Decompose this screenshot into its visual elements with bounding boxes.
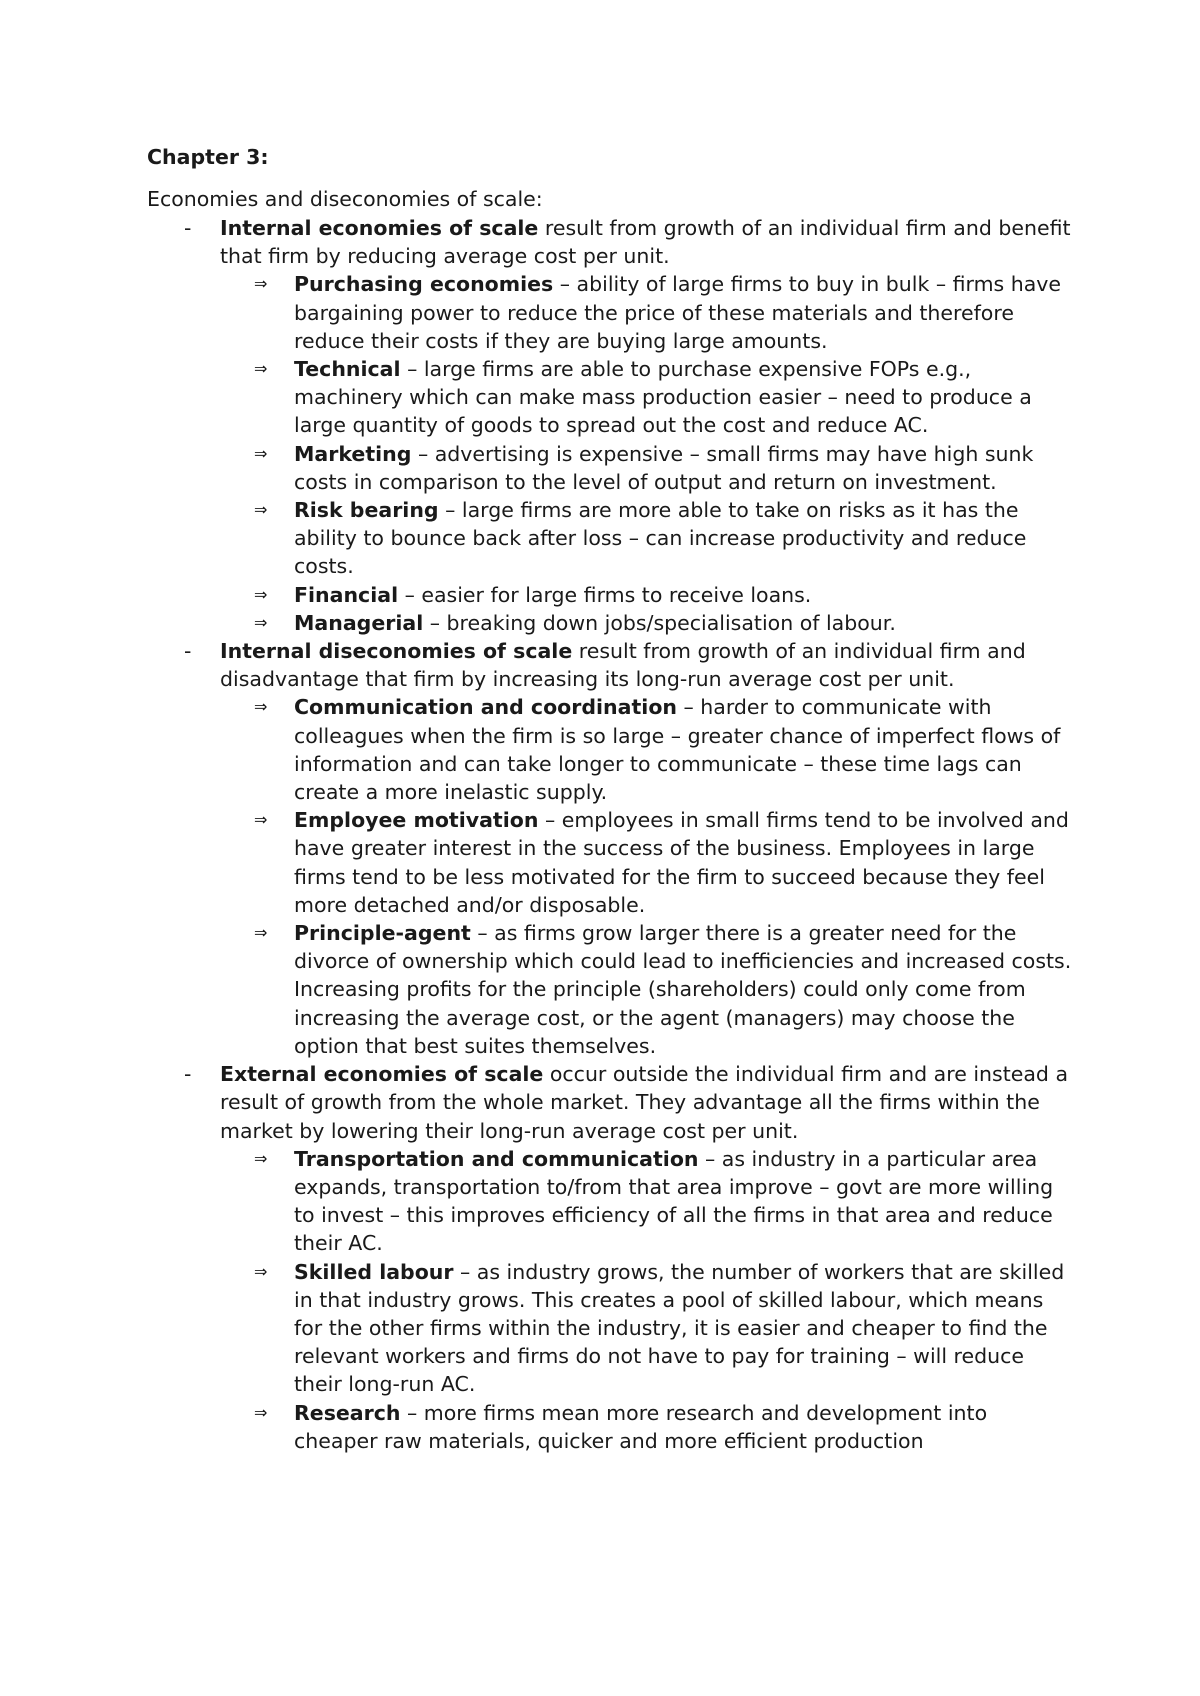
section-text: occur outside the individual firm and are instead a result of growth from the whole market. They advantage all the firms within the market by lowering their long-run average cost per unit. [220,1062,1069,1143]
list-item [220,1145,1077,1258]
list-item [220,919,1077,1060]
item-term: Principle-agent [294,921,471,946]
list-item [220,693,1077,806]
item-text: – easier for large firms to receive loans. [398,582,812,607]
item-text: – as firms grow larger there is a greater need for the divorce of ownership which could lead to inefficiencies and increased costs. Increasing profits for the principle (shareholders) could only come from increasing the average cost, or the agent (managers) may choose the option that best suites themselves. [294,921,1072,1058]
section-text: result from growth of an individual firm and benefit that firm by reducing average cost per unit. [220,216,1071,269]
sub-list [220,693,1077,1060]
list-item [220,270,1077,355]
double-arrow-icon: ⇒ [254,1402,268,1422]
item-term: Employee motivation [294,808,539,833]
chapter-title: Chapter 3: [147,145,269,169]
item-text: – large firms are more able to take on risks as it has the ability to bounce back after loss – can increase productivity and reduce costs. [294,498,1027,579]
item-term: Managerial [294,610,424,635]
document-page [147,142,1077,1455]
item-text: – harder to communicate with colleagues when the firm is so large – greater chance of imperfect flows of information and can take longer to communicate – these time lags can create a more inelastic supply. [294,695,1061,805]
section-heading [220,637,1077,693]
double-arrow-icon: ⇒ [254,697,268,717]
double-arrow-icon: ⇒ [254,359,268,379]
bullet-dash-icon: - [184,1062,192,1087]
section-2 [147,1060,1077,1455]
double-arrow-icon: ⇒ [254,612,268,632]
list-item [220,1258,1077,1399]
item-text: – as industry grows, the number of workers that are skilled in that industry grows. This creates a pool of skilled labour, which means for the other firms within the industry, it is easier and cheaper to find the relevant workers and firms do not have to pay for training – will reduce their long-run AC. [294,1259,1065,1397]
item-term: Skilled labour [294,1259,454,1284]
intro-line: Economies and diseconomies of scale: [147,187,543,211]
item-term: Technical [294,357,401,382]
double-arrow-icon: ⇒ [254,584,268,604]
section-term: Internal economies of scale [220,216,539,240]
sub-list [220,270,1077,637]
bullet-dash-icon: - [184,639,192,664]
item-term: Purchasing economies [294,272,554,297]
section-term: Internal diseconomies of scale [220,639,573,664]
list-item [220,1399,1077,1455]
sections-container [147,214,1077,1455]
list-item [220,440,1077,496]
item-term: Communication and coordination [294,695,677,720]
item-term: Marketing [294,441,412,466]
item-term: Transportation and communication [294,1146,699,1171]
double-arrow-icon: ⇒ [254,1148,268,1168]
list-item [220,355,1077,440]
item-term: Financial [294,582,399,607]
section-0 [147,214,1077,637]
list-item [220,806,1077,919]
bullet-dash-icon: - [184,216,192,240]
item-text: – as industry in a particular area expands, transportation to/from that area improve – govt are more willing to invest – this improves efficiency of all the firms in that area and reduce their AC. [294,1146,1054,1256]
section-1 [147,637,1077,1060]
list-item [220,581,1077,609]
list-item [220,496,1077,581]
item-term: Risk bearing [294,498,439,523]
section-term: External economies of scale [220,1062,544,1087]
double-arrow-icon: ⇒ [254,500,268,520]
double-arrow-icon: ⇒ [254,810,268,830]
item-text: – employees in small firms tend to be involved and have greater interest in the success of the business. Employees in large firms tend to be less motivated for the firm to succeed because they feel more detached and/or disposable. [294,808,1069,917]
sub-list [220,1145,1077,1455]
item-text: – large firms are able to purchase expensive FOPs e.g., machinery which can make mass production easier – need to produce a large quantity of goods to spread out the cost and reduce AC. [294,357,1032,438]
double-arrow-icon: ⇒ [254,923,268,943]
double-arrow-icon: ⇒ [254,274,268,294]
item-text: – ability of large firms to buy in bulk – firms have bargaining power to reduce the price of these materials and therefore reduce their costs if they are buying large amounts. [294,272,1062,353]
item-text: – breaking down jobs/specialisation of labour. [423,610,896,635]
item-text: – advertising is expensive – small firms may have high sunk costs in comparison to the level of output and return on investment. [294,441,1034,494]
double-arrow-icon: ⇒ [254,1261,268,1281]
section-heading [220,214,1077,270]
section-heading [220,1060,1077,1145]
double-arrow-icon: ⇒ [254,443,268,463]
item-text: – more firms mean more research and development into cheaper raw materials, quicker and more efficient production [294,1400,988,1453]
list-item [220,609,1077,637]
section-text: result from growth of an individual firm and disadvantage that firm by increasing its long-run average cost per unit. [220,639,1026,692]
item-term: Research [294,1400,401,1425]
